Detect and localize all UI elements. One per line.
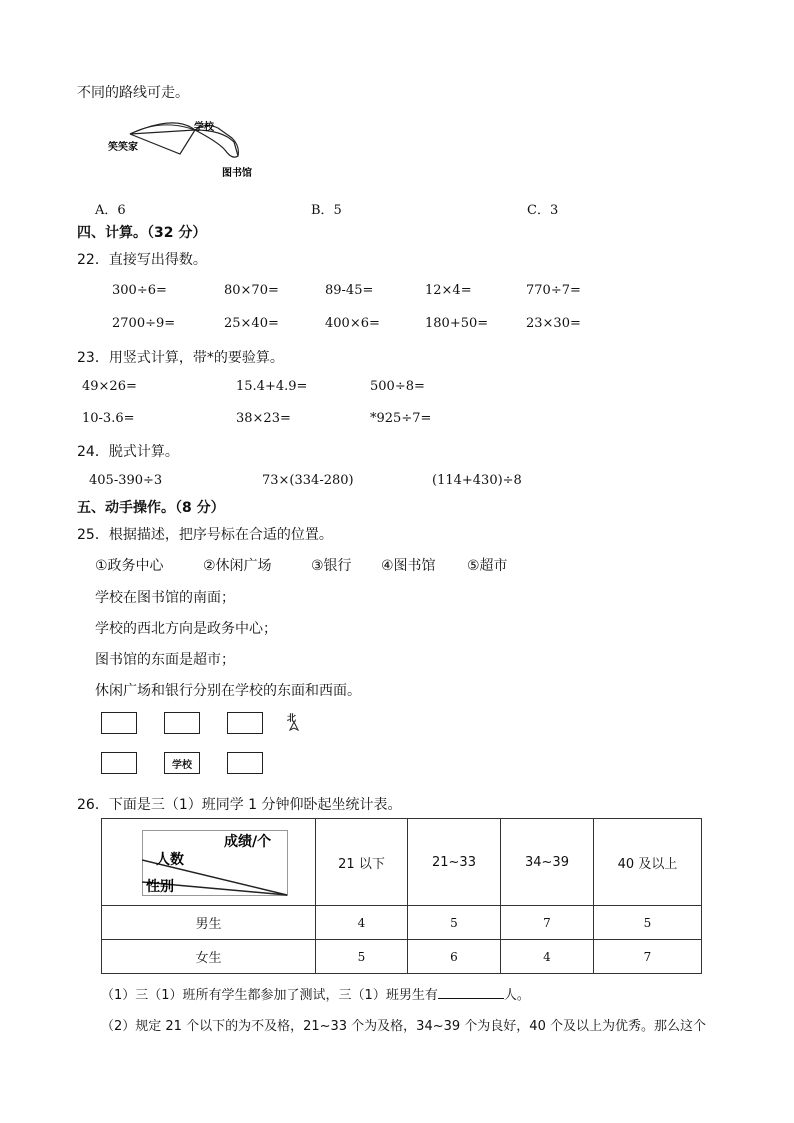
table-row	[102, 940, 702, 974]
stats-table	[101, 818, 702, 974]
q24-item: 405-390÷3	[89, 473, 163, 488]
clue-text: 休闲广场和银行分别在学校的东面和西面。	[95, 683, 361, 699]
clue-text: 学校的西北方向是政务中心；	[95, 621, 277, 637]
grid-box-nw[interactable]	[101, 712, 137, 734]
table-cell: 6	[408, 940, 501, 974]
diagonal-header-cell	[102, 819, 316, 906]
row-label: 男生	[102, 906, 316, 940]
q22-item: 180+50=	[425, 316, 489, 331]
column-header: 40 及以上	[594, 819, 702, 906]
q23-item: 500÷8=	[370, 379, 425, 394]
table-cell: 5	[316, 940, 408, 974]
q22-item: 25×40=	[224, 316, 279, 331]
table-cell: 4	[501, 940, 594, 974]
diagonal-header-graphic	[142, 830, 288, 896]
column-header: 34~39	[501, 819, 594, 906]
place-option: ⑤超市	[467, 558, 508, 574]
q22-item: 23×30=	[526, 316, 581, 331]
answer-blank[interactable]	[438, 986, 504, 999]
q23-prompt: 23．用竖式计算，带*的要验算。	[77, 350, 284, 366]
q23-item: *925÷7=	[370, 411, 432, 426]
q22-item: 2700÷9=	[112, 316, 176, 331]
column-header: 21~33	[408, 819, 501, 906]
option-c: C．3	[527, 203, 559, 218]
q22-item: 770÷7=	[526, 283, 581, 298]
q22-item: 400×6=	[325, 316, 380, 331]
place-option: ③银行	[311, 558, 352, 574]
table-header-row	[102, 819, 702, 906]
sub-question-1	[101, 984, 530, 1003]
column-header: 21 以下	[316, 819, 408, 906]
table-cell: 7	[501, 906, 594, 940]
diag-label-bottom: 性别	[146, 879, 174, 895]
row-label: 女生	[102, 940, 316, 974]
place-option: ④图书馆	[381, 558, 436, 574]
q22-item: 300÷6=	[112, 283, 167, 298]
intro-text: 不同的路线可走。	[77, 85, 189, 101]
table-cell: 7	[594, 940, 702, 974]
q24-item: 73×(334-280)	[262, 473, 354, 488]
diag-label-middle: 人数	[156, 852, 184, 868]
clue-text: 学校在图书馆的南面；	[95, 590, 235, 606]
sub-question-1-text: （1）三（1）班所有学生都参加了测试，三（1）班男生有	[101, 988, 438, 1003]
sub-question-1-unit: 人。	[503, 988, 530, 1003]
q23-item: 49×26=	[82, 379, 137, 394]
table-cell: 5	[594, 906, 702, 940]
q23-item: 15.4+4.9=	[236, 379, 308, 394]
q24-item: (114+430)÷8	[432, 473, 522, 488]
clue-text: 图书馆的东面是超市；	[95, 652, 235, 668]
map-label-school: 学校	[194, 122, 214, 133]
table-cell: 4	[316, 906, 408, 940]
q25-prompt: 25．根据描述，把序号标在合适的位置。	[77, 527, 333, 543]
table-cell: 5	[408, 906, 501, 940]
q23-item: 38×23=	[236, 411, 291, 426]
section-4-heading: 四、计算。（32 分）	[77, 225, 207, 241]
q22-item: 80×70=	[224, 283, 279, 298]
north-label: 北	[287, 714, 297, 724]
q22-prompt: 22．直接写出得数。	[77, 252, 207, 268]
route-map-figure	[100, 112, 300, 182]
option-a: A．6	[95, 203, 126, 218]
q26-prompt: 26．下面是三（1）班同学 1 分钟仰卧起坐统计表。	[77, 797, 402, 813]
option-b: B．5	[311, 203, 342, 218]
table-row	[102, 906, 702, 940]
grid-box-e[interactable]	[227, 752, 263, 774]
grid-box-n[interactable]	[164, 712, 200, 734]
q22-item: 12×4=	[425, 283, 472, 298]
q22-item: 89-45=	[325, 283, 374, 298]
grid-box-w[interactable]	[101, 752, 137, 774]
sub-question-2: （2）规定 21 个以下的为不及格，21~33 个为及格，34~39 个为良好，40 个及以上为优秀。那么这个	[101, 1019, 706, 1034]
grid-box-ne[interactable]	[227, 712, 263, 734]
q24-prompt: 24．脱式计算。	[77, 444, 179, 460]
grid-box-school: 学校	[164, 752, 200, 774]
section-5-heading: 五、动手操作。（8 分）	[77, 500, 225, 516]
place-option: ②休闲广场	[203, 558, 272, 574]
q23-item: 10-3.6=	[82, 411, 135, 426]
map-label-home: 笑笑家	[108, 142, 138, 153]
north-arrow-icon	[289, 721, 299, 731]
diag-label-top: 成绩/个	[224, 834, 272, 850]
map-label-library: 图书馆	[222, 168, 252, 179]
place-option: ①政务中心	[95, 558, 164, 574]
